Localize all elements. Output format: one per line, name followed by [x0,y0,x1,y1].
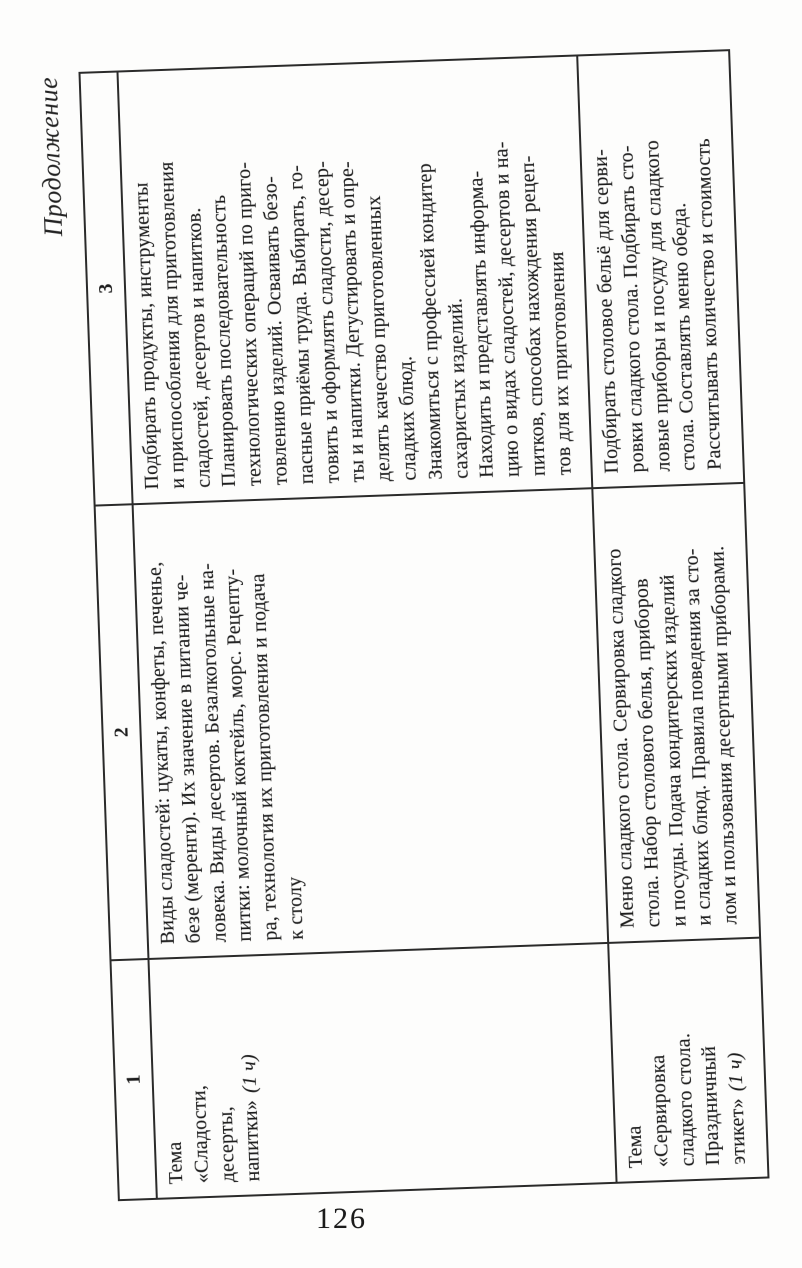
continuation-label: Продолжение [33,76,69,237]
activities-text: Подбирать продукты, инструменты и приспособления для приготовления сладостей, десертов и напитков. Планировать последовательность технологических операций по приго- товлению изделий. Осваивать безо- пасные приёмы труда. Выбирать, го- товить и оформлять сладости, десер- ты и напитки. Дегустировать и опре- делять качество приготовленных сладких блюд. Знакомиться с профессией кондитер сахаристых изделий. Находить и представлять информа- цию о видах сладостей, десертов и на- питков, способах нахождения рецеп- тов для их приготовления [130,141,576,490]
activities-text: Подбирать столовое бельё для серви- ровки сладкого стола. Подбирать сто- ловые приборы и посуду для сладкого стола. Составлять меню обеда. Рассчитывать количество и стоимость [589,137,726,474]
content-text: Меню сладкого стола. Сервировка сладкого стола. Набор столового белья, приборов и посуды. Подача кондитерских изделий и сладких блюд. Правила поведения за сто- лом и пользования десертными приборами. [603,545,742,929]
theme-hours: (1 ч) [238,1053,262,1094]
content-cell [593,482,759,942]
table-row [119,56,618,1197]
theme-cell [149,942,615,1198]
header-col-2: 2 [96,503,148,959]
curriculum-table [78,49,769,1201]
theme-text: Тема «Сервировка сладкого стола. Праздничный [623,1032,725,1169]
theme-cell [609,937,767,1182]
theme-text: Тема «Сладости, десерты, [163,1084,239,1185]
activities-cell [578,51,743,487]
header-col-3: 3 [94,283,117,294]
activities-cell [119,57,592,504]
content-cell [134,487,608,958]
theme-last-word: напитки» [239,1099,265,1182]
page-number: 126 [316,1202,367,1235]
theme-last-word: этикет» [725,1097,751,1165]
header-col-1: 1 [111,958,155,1199]
rotated-table-block [30,49,769,1203]
content-text: Виды сладостей: цукаты, конфеты, печенье, безе (меренги). Их значение в питании че- ловека. Виды десертов. Безалкогольные на- питки: молочный коктейль, морс. Рецепту- ра, технология их приготовления и подача к столу [143,561,308,945]
theme-hours: (1 ч) [724,1052,748,1092]
